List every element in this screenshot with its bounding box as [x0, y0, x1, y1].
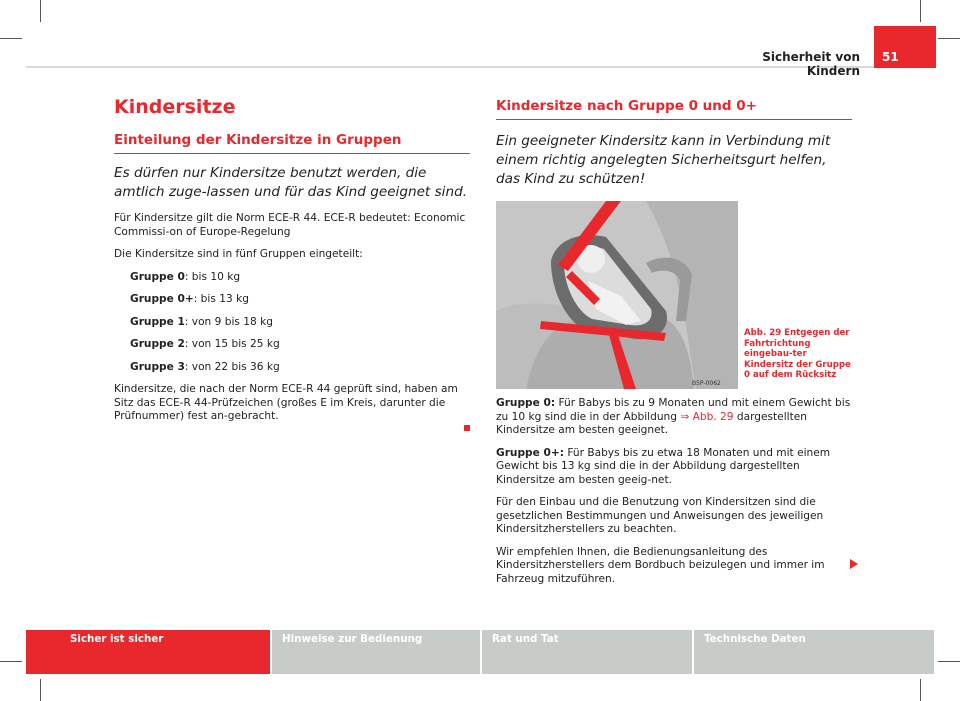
- section-subtitle: Einteilung der Kindersitze in Gruppen: [114, 132, 470, 154]
- tab-technische-daten[interactable]: Technische Daten: [694, 630, 934, 674]
- tab-rat-und-tat[interactable]: Rat und Tat: [482, 630, 692, 674]
- section-end-icon: [464, 425, 470, 431]
- lead-text: Es dürfen nur Kindersitze benutzt werden, die amtlich zuge-lassen und für das Kind geeignet sind.: [114, 165, 468, 200]
- page-number: 51: [882, 50, 899, 64]
- group-item: Gruppe 0+: bis 13 kg: [130, 293, 249, 305]
- section-title: Kindersitze: [114, 96, 236, 118]
- figure-link[interactable]: ⇒ Abb. 29: [680, 410, 734, 423]
- closing-paragraph: Kindersitze, die nach der Norm ECE-R 44 geprüft sind, haben am Sitz das ECE-R 44-Prüfzeichen (großes E im Kreis, darunter die Prüfnummer) fest an-gebracht.: [114, 383, 458, 422]
- crop-mark: [0, 661, 22, 662]
- crop-mark: [938, 38, 960, 39]
- section-subtitle: Kindersitze nach Gruppe 0 und 0+: [496, 98, 852, 120]
- group-0plus-paragraph: Gruppe 0+: Für Babys bis zu etwa 18 Monaten und mit einem Gewicht bis 13 kg sind die in der Abbildung dargestellten Kindersitze am besten geeig-net.: [496, 446, 831, 486]
- lead-text: Ein geeigneter Kindersitz kann in Verbindung mit einem richtig angelegten Sicherheitsgurt helfen, das Kind zu schützen!: [496, 133, 831, 187]
- group-item: Gruppe 1: von 9 bis 18 kg: [130, 315, 274, 328]
- crop-mark: [920, 0, 921, 22]
- continue-arrow-icon: [850, 559, 858, 569]
- group-0-paragraph: Gruppe 0: Für Babys bis zu 9 Monaten und mit einem Gewicht bis zu 10 kg sind die in der Abbildung ⇒ Abb. 29 dargestellten Kindersitze am besten geeignet.: [496, 397, 851, 436]
- group-item: Gruppe 0: bis 10 kg: [130, 270, 241, 283]
- left-column: [114, 96, 470, 433]
- intro-paragraph: Für Kindersitze gilt die Norm ECE-R 44. ECE-R bedeutet: Economic Commissi-on of Europe-Regelung: [114, 212, 466, 238]
- group-item: Gruppe 3: von 22 bis 36 kg: [130, 360, 280, 373]
- group-item: Gruppe 2: von 15 bis 25 kg: [130, 338, 280, 350]
- crop-mark: [40, 679, 41, 701]
- crop-mark: [938, 661, 960, 662]
- tab-hinweise-zur-bedienung[interactable]: Hinweise zur Bedienung: [272, 630, 480, 674]
- regulations-paragraph: Für den Einbau und die Benutzung von Kindersitzen sind die gesetzlichen Bestimmungen und Anweisungen des jeweiligen Kindersitzherstellers zu beachten.: [496, 496, 824, 535]
- crop-mark: [0, 38, 22, 39]
- tab-sicher-ist-sicher[interactable]: Sicher ist sicher: [26, 630, 270, 674]
- crop-mark: [920, 679, 921, 701]
- header-title: Sicherheit von Kindern: [762, 50, 860, 78]
- recommendation-paragraph: Wir empfehlen Ihnen, die Bedienungsanleitung des Kindersitzherstellers dem Bordbuch beizulegen und immer im Fahrzeug mitzuführen.: [496, 545, 825, 585]
- groups-intro: Die Kindersitze sind in fünf Gruppen eingeteilt:: [114, 248, 363, 260]
- child-seat-illustration: [496, 201, 738, 389]
- crop-mark: [40, 0, 41, 22]
- footer-nav: [26, 630, 934, 674]
- figure-caption: Abb. 29 Entgegen der Fahrtrichtung eingebau-ter Kindersitz der Gruppe 0 auf dem Rücksitz: [744, 328, 851, 380]
- figure-code: B5P-0062: [692, 380, 721, 387]
- child-seat-figure: [496, 201, 738, 389]
